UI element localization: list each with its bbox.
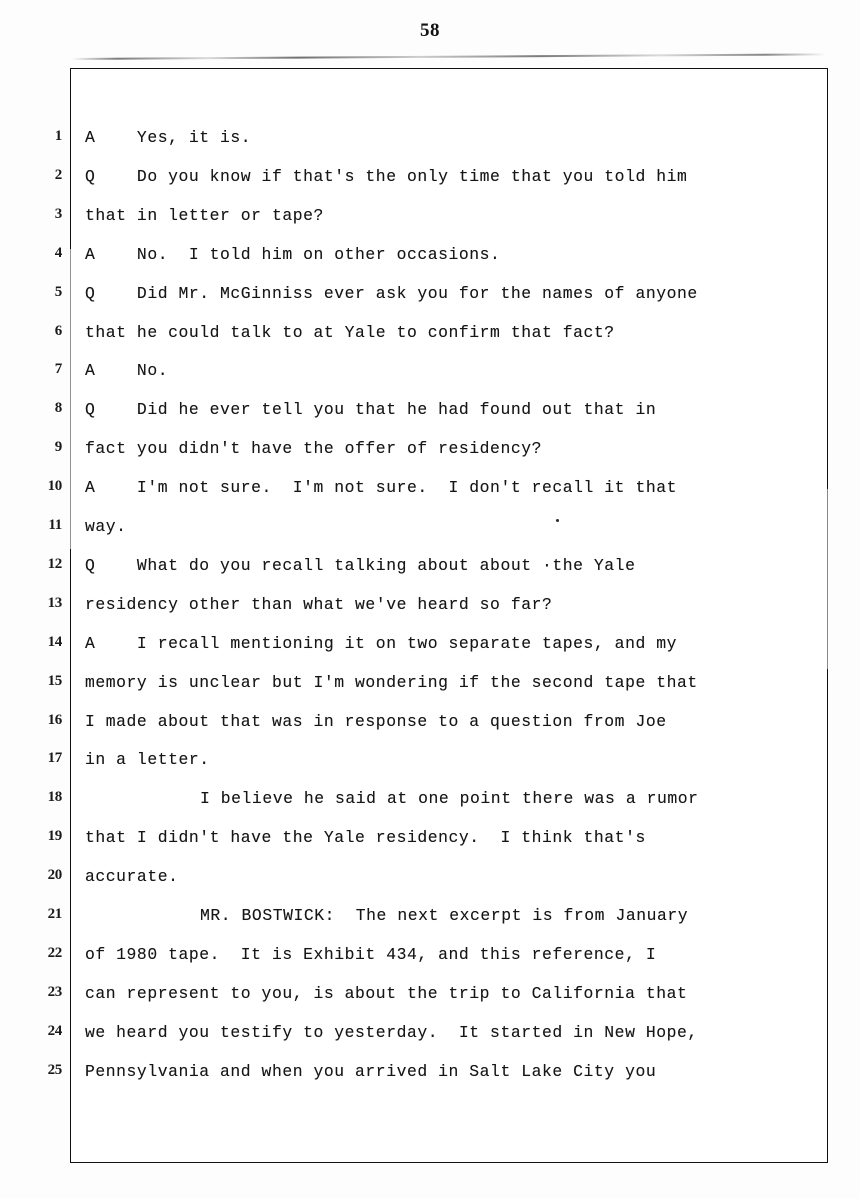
transcript-line: [0, 439, 860, 478]
line-text: that I didn't have the Yale residency. I think that's: [85, 828, 646, 848]
line-number: 8: [54, 400, 62, 417]
line-number: 17: [47, 750, 62, 767]
line-text: A I recall mentioning it on two separate tapes, and my: [85, 633, 678, 653]
line-text: accurate.: [85, 867, 179, 887]
transcript-line: [0, 284, 860, 323]
transcript-line: [0, 245, 860, 284]
transcript-line: [0, 906, 860, 945]
line-number: 12: [47, 555, 62, 572]
line-number: 19: [47, 828, 62, 845]
transcript-line: [0, 556, 860, 595]
line-text: in a letter.: [85, 750, 210, 770]
transcript-line: [0, 128, 860, 167]
line-text: fact you didn't have the offer of residency?: [85, 439, 542, 459]
transcript-line: [0, 206, 860, 245]
transcript-line: [0, 167, 860, 206]
line-text: that he could talk to at Yale to confirm that fact?: [85, 322, 615, 342]
transcript-line: [0, 945, 860, 984]
line-number: 3: [54, 205, 62, 222]
transcript-line: [0, 984, 860, 1023]
line-text: A Yes, it is.: [85, 128, 252, 147]
line-number: 25: [47, 1061, 62, 1078]
transcript-line: [0, 673, 860, 712]
line-text: A No. I told him on other occasions.: [85, 244, 501, 264]
line-number: 6: [54, 322, 62, 339]
line-number: 7: [54, 361, 62, 378]
line-number: 22: [47, 944, 62, 961]
transcript-line: [0, 361, 860, 400]
transcript-line: [0, 828, 860, 867]
transcript-line: [0, 712, 860, 751]
line-number: 2: [54, 166, 62, 183]
transcript-line: [0, 1023, 860, 1062]
line-text: I made about that was in response to a question from Joe: [85, 711, 667, 731]
transcript-line: [0, 517, 860, 556]
line-number: 1: [54, 128, 62, 144]
line-text: we heard you testify to yesterday. It started in New Hope,: [85, 1022, 698, 1042]
line-number: 9: [54, 439, 62, 456]
line-text: residency other than what we've heard so far?: [85, 594, 553, 614]
page-number: 58: [420, 20, 440, 41]
line-number: 14: [47, 633, 62, 650]
transcript-line: [0, 789, 860, 828]
transcript-line: [0, 478, 860, 517]
transcript-line: [0, 595, 860, 634]
line-text: memory is unclear but I'm wondering if the second tape that: [85, 672, 698, 692]
line-number: 10: [47, 478, 62, 495]
photocopy-speck: [556, 519, 559, 522]
line-number: 4: [54, 244, 62, 261]
line-number: 24: [47, 1022, 62, 1039]
line-number: 13: [47, 594, 62, 611]
line-text: A I'm not sure. I'm not sure. I don't recall it that: [85, 478, 678, 498]
line-number: 21: [47, 906, 62, 922]
line-text: Q What do you recall talking about about ·the Yale: [85, 555, 636, 575]
line-text: Q Did Mr. McGinniss ever ask you for the names of anyone: [85, 283, 698, 303]
transcript-line: [0, 1062, 860, 1101]
line-number: 16: [47, 711, 62, 728]
line-text: Q Did he ever tell you that he had found out that in: [85, 400, 657, 420]
line-number: 18: [47, 789, 62, 806]
line-text: A No.: [85, 361, 169, 381]
transcript-line: [0, 400, 860, 439]
line-text: way.: [85, 517, 127, 536]
line-text: that in letter or tape?: [85, 205, 324, 225]
transcript-line: [0, 323, 860, 362]
line-number: 5: [54, 283, 62, 300]
line-text: Pennsylvania and when you arrived in Salt Lake City you: [85, 1061, 657, 1081]
transcript-line: [0, 634, 860, 673]
transcript-line: [0, 867, 860, 906]
transcript-line: [0, 750, 860, 789]
line-text: MR. BOSTWICK: The next excerpt is from January: [200, 906, 689, 925]
line-number: 11: [48, 517, 62, 533]
line-text: can represent to you, is about the trip to California that: [85, 983, 688, 1003]
line-number: 15: [47, 672, 62, 689]
line-number: 20: [47, 867, 62, 884]
line-text: I believe he said at one point there was a rumor: [200, 789, 699, 809]
line-text: of 1980 tape. It is Exhibit 434, and this reference, I: [85, 944, 657, 964]
line-text: Q Do you know if that's the only time that you told him: [85, 166, 688, 186]
line-number: 23: [47, 983, 62, 1000]
